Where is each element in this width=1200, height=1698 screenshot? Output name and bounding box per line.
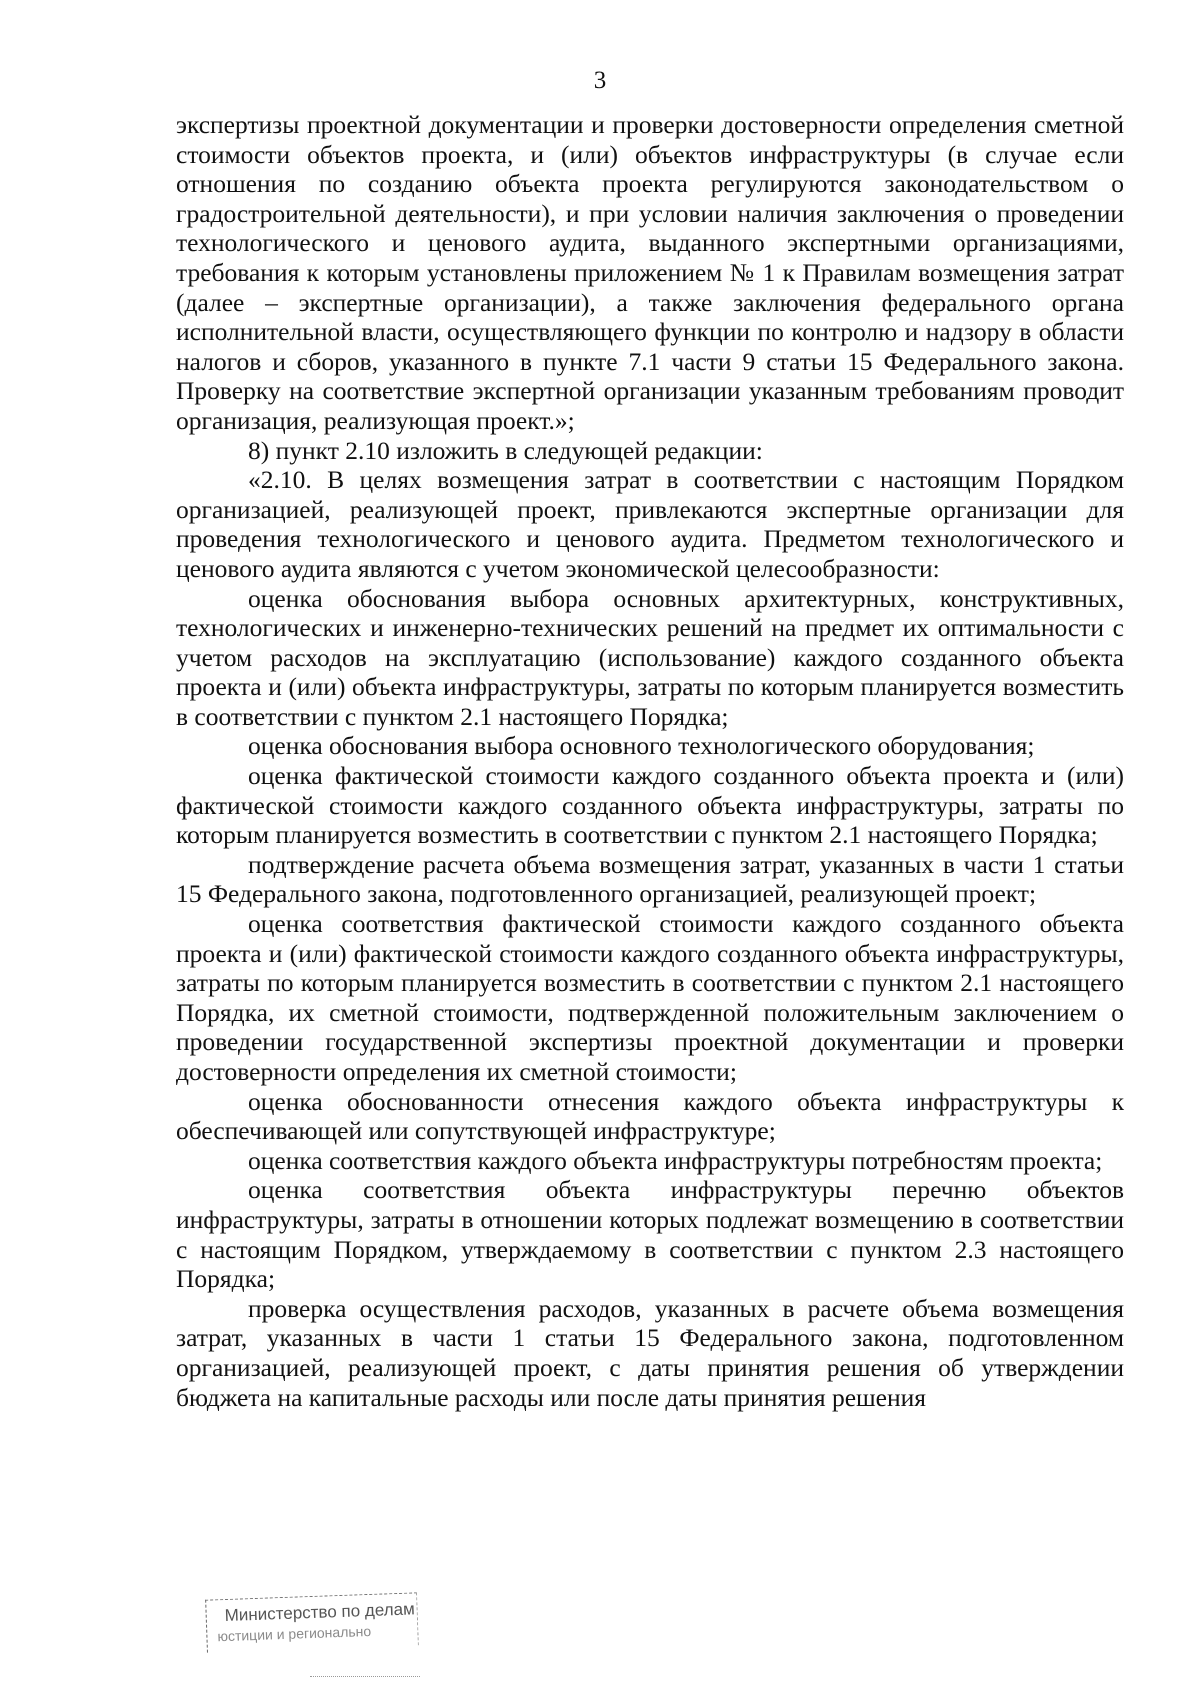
stamp-dotted-line (310, 1676, 420, 1677)
paragraph-list-item: оценка обоснования выбора основного технологического оборудования; (248, 731, 1035, 761)
paragraph-list-item: оценка соответствия объекта инфраструктуры перечню объектов инфраструктуры, затраты в отношении которых подлежат возмещению в соответствии с настоящим Порядком, утверждаемому в соответствии с пунктом 2.3 настоящего Порядка; (176, 1175, 1124, 1294)
paragraph-list-item: оценка соответствия каждого объекта инфраструктуры потребностям проекта; (248, 1145, 1103, 1175)
paragraph-list-item: подтверждение расчета объема возмещения затрат, указанных в части 1 статьи 15 Федерального закона, подготовленного организацией, реализующей проект; (176, 849, 1124, 909)
page-number: 3 (593, 67, 607, 94)
paragraph-list-item: оценка обоснования выбора основных архитектурных, конструктивных, технологических и инженерно-технических решений на предмет их оптимальности с учетом расходов на эксплуатацию (использование) каждого созданного объекта проекта и (или) объекта инфраструктуры, затраты по которым планируется возместить в соответствии с пунктом 2.1 настоящего Порядка; (176, 583, 1124, 731)
paragraph-item-8: 8) пункт 2.10 изложить в следующей редакции: (248, 435, 763, 465)
paragraph-list-item: оценка фактической стоимости каждого созданного объекта проекта и (или) фактической стоимости каждого созданного объекта инфраструктуры, затраты по которым планируется возместить в соответствии с пунктом 2.1 настоящего Порядка; (176, 761, 1124, 850)
paragraph-continuation: экспертизы проектной документации и проверки достоверности определения сметной стоимости объектов проекта, и (или) объектов инфраструктуры (в случае если отношения по созданию объекта проекта регулируются законодательством о градостроительной деятельности), и при условии наличия заключения о проведении технологического и ценового аудита, выданного экспертными организациями, требования к которым установлены приложением № 1 к Правилам возмещения затрат (далее – экспертные организации), а также заключения федерального органа исполнительной власти, осуществляющего функции по контролю и надзору в области налогов и сборов, указанного в пункте 7.1 части 9 статьи 15 Федерального закона. Проверку на соответствие экспертной организации указанным требованиям проводит организация, реализующая проект.»; (176, 110, 1124, 435)
paragraph-list-item: оценка соответствия фактической стоимости каждого созданного объекта проекта и (или) фактической стоимости каждого созданного объекта инфраструктуры, затраты по которым планируется возместить в соответствии с пунктом 2.1 настоящего Порядка, их сметной стоимости, подтвержденной положительным заключением о проведении государственной экспертизы проектной документации и проверки достоверности определения их сметной стоимости; (176, 909, 1124, 1086)
registration-stamp (205, 1592, 419, 1652)
paragraph-list-item: проверка осуществления расходов, указанных в расчете объема возмещения затрат, указанных в части 1 статьи 15 Федерального закона, подготовленном организацией, реализующей проект, с даты принятия решения об утверждении бюджета на капитальные расходы или после даты принятия решения (176, 1293, 1124, 1412)
body-text (176, 110, 1124, 1412)
stamp-line-2: юстиции и регионально (217, 1622, 372, 1645)
stamp-line-1: Министерство по делам (224, 1599, 416, 1626)
paragraph-clause-2-10: «2.10. В целях возмещения затрат в соответствии с настоящим Порядком организацией, реализующей проект, привлекаются экспертные организации для проведения технологического и ценового аудита. Предметом технологического и ценового аудита являются с учетом экономической целесообразности: (176, 465, 1124, 583)
paragraph-list-item: оценка обоснованности отнесения каждого объекта инфраструктуры к обеспечивающей или сопутствующей инфраструктуре; (176, 1086, 1124, 1146)
